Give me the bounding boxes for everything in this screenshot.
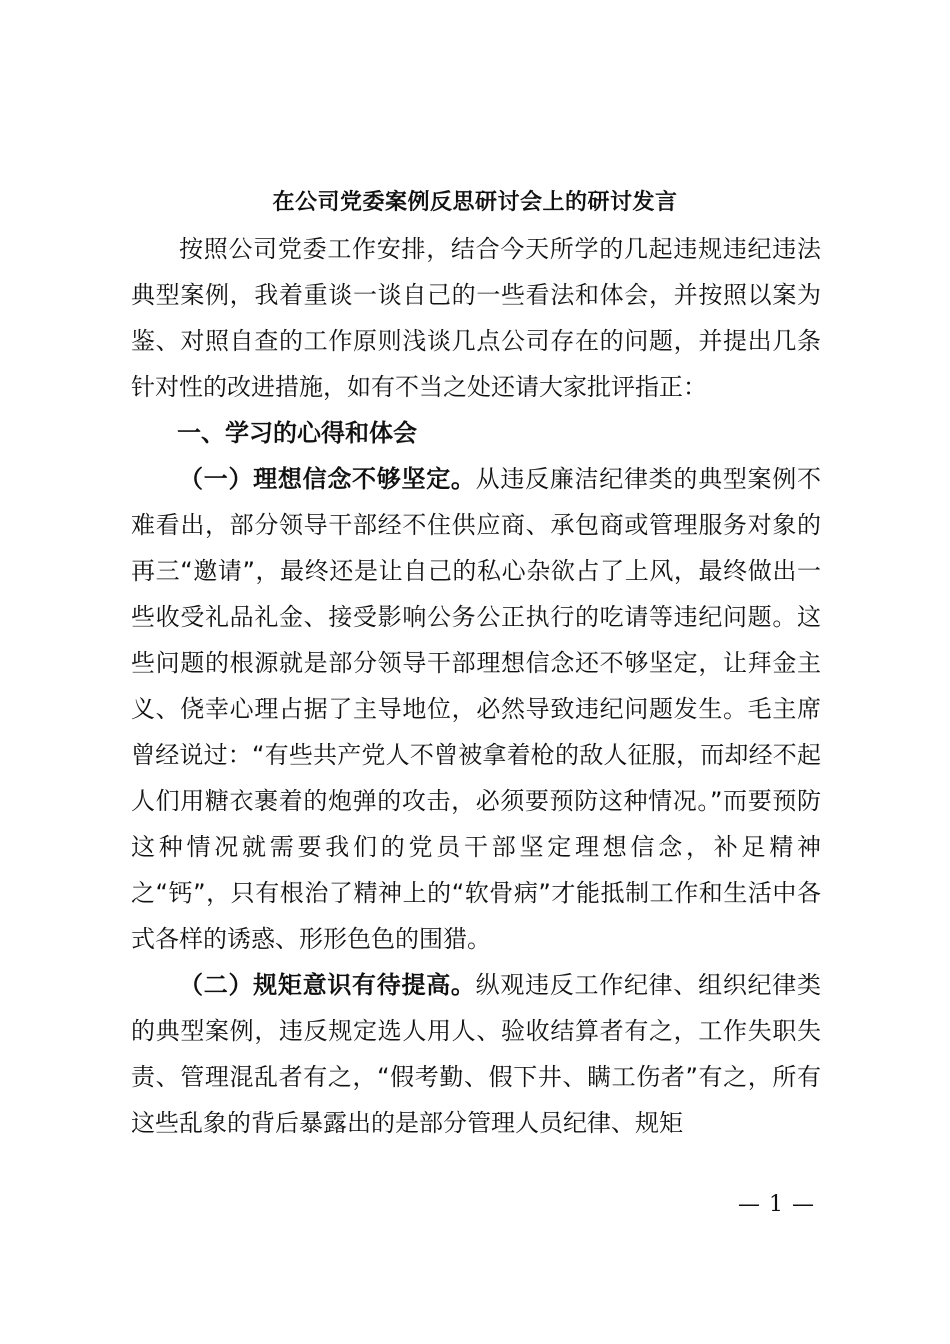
point-two-label: （二）规矩意识有待提高。: [179, 971, 476, 999]
section-heading: 一、学习的心得和体会: [177, 419, 417, 447]
point-two-text: 纵观违反工作纪律、组织纪律类的典型案例，违反规定选人用人、验收结算者有之，工作失职失责、管理混乱者有之，“假考勤、假下井、瞒工伤者”有之，所有这些乱象的背后暴露出的是部分管理人员纪律、规矩: [131, 971, 821, 1137]
point-one-paragraph: [131, 456, 821, 962]
intro-paragraph: 按照公司党委工作安排，结合今天所学的几起违规违纪违法典型案例，我着重谈一谈自己的一些看法和体会，并按照以案为鉴、对照自查的工作原则浅谈几点公司存在的问题，并提出几条针对性的改进措施，如有不当之处还请大家批评指正：: [131, 235, 821, 401]
point-two-paragraph: [131, 962, 821, 1146]
point-one-text: 从违反廉洁纪律类的典型案例不难看出，部分领导干部经不住供应商、承包商或管理服务对象的再三“邀请”，最终还是让自己的私心杂欲占了上风，最终做出一些收受礼品礼金、接受影响公务公正执行的吃请等违纪问题。这些问题的根源就是部分领导干部理想信念还不够坚定，让拜金主义、侥幸心理占据了主导地位，必然导致违纪问题发生。毛主席曾经说过：“有些共产党人不曾被拿着枪的敌人征服，而却经不起人们用糖衣裹着的炮弹的攻击，必须要预防这种情况。”而要预防这种情况就需要我们的党员干部坚定理想信念，补足精神之“钙”，只有根治了精神上的“软骨病”才能抵制工作和生活中各式各样的诱惑、形形色色的围猎。: [131, 465, 821, 953]
document-title: 在公司党委案例反思研讨会上的研讨发言: [272, 189, 678, 215]
page-number: — 1 —: [738, 1192, 815, 1217]
point-one-label: （一）理想信念不够坚定。: [179, 465, 476, 493]
